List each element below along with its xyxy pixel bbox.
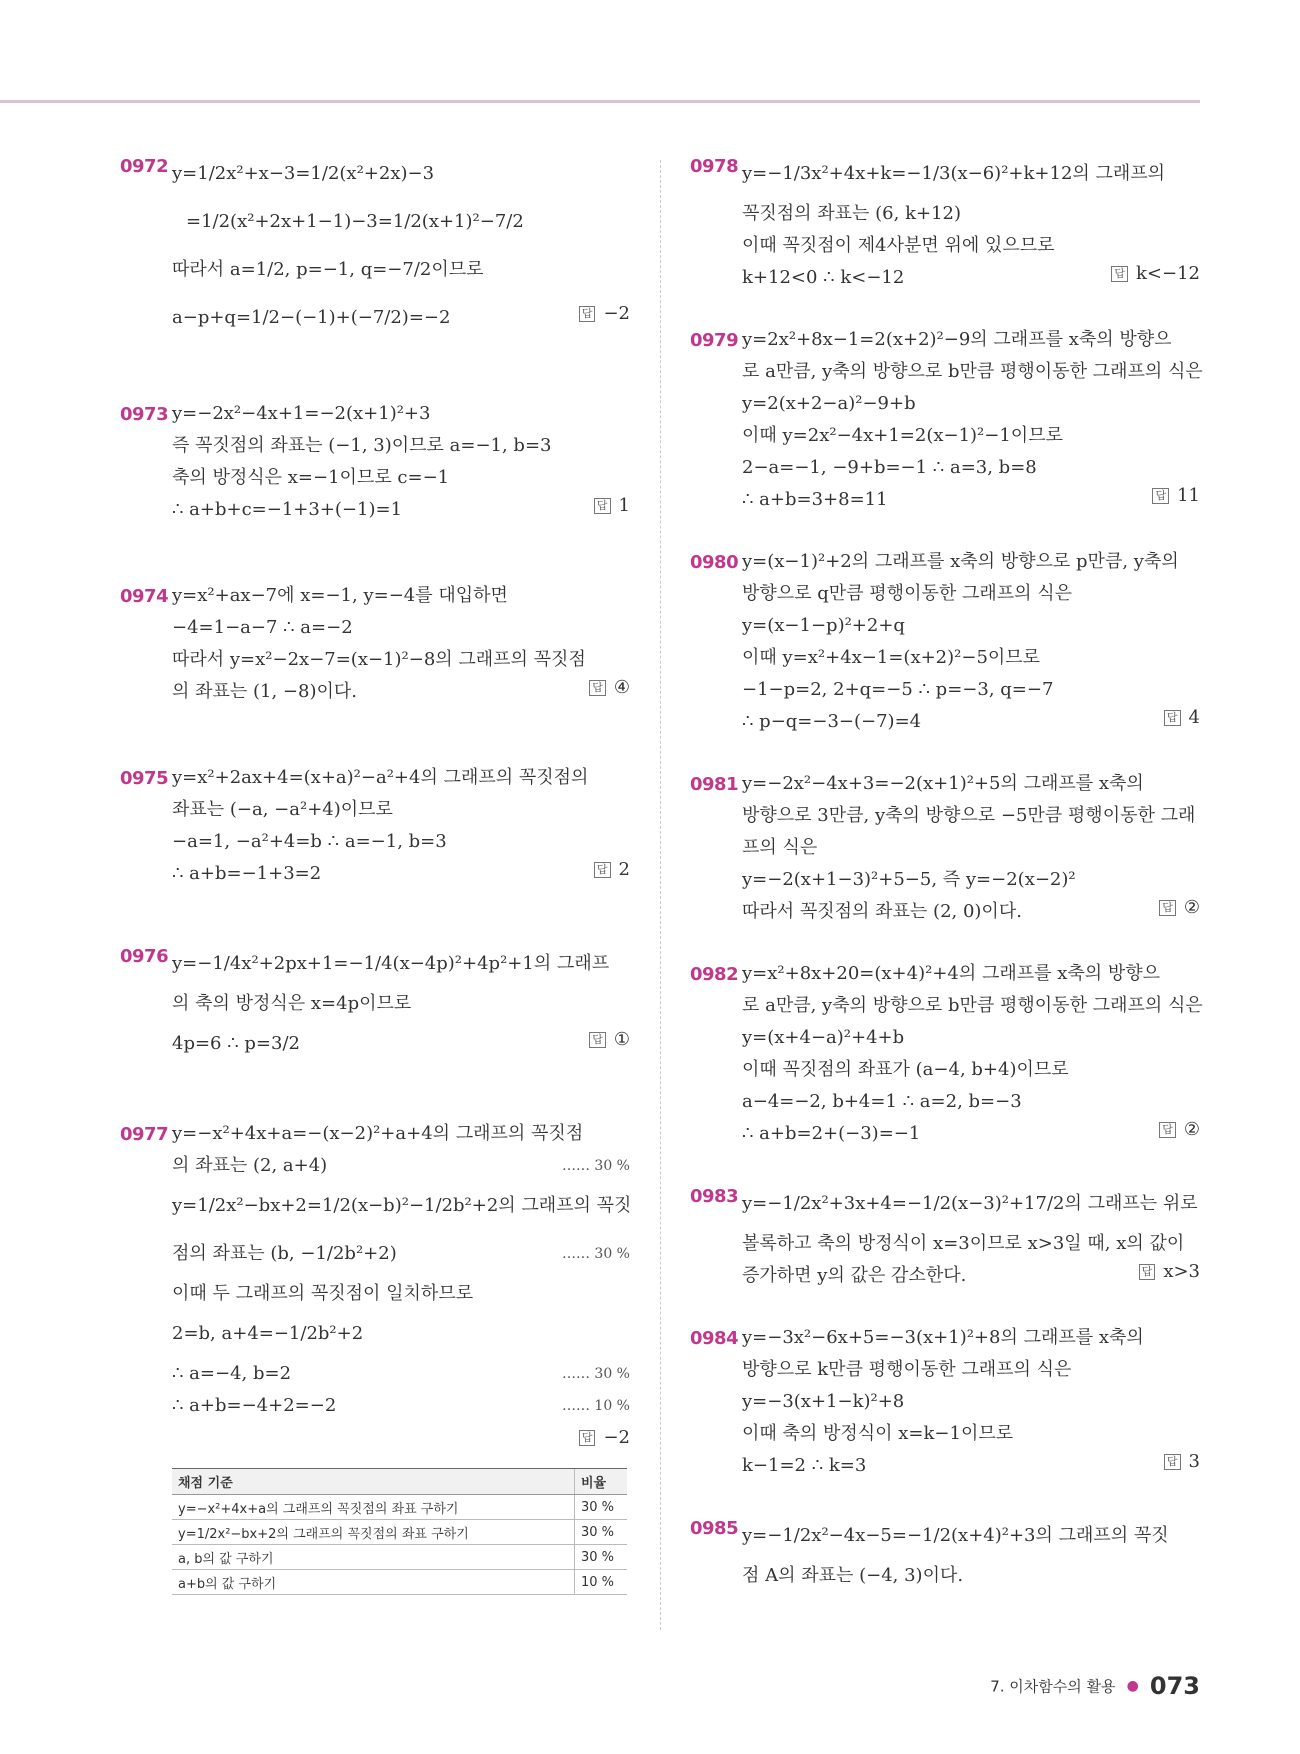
solution-line: ∴ p−q=−3−(−7)=4 (742, 711, 922, 732)
table-row: y=−x²+4x+a의 그래프의 꼭짓점의 좌표 구하기 30 % (172, 1495, 627, 1520)
solution-line: 볼록하고 축의 방정식이 x=3이므로 x>3일 때, x의 값이 (742, 1233, 1185, 1254)
problem-number: 0976 (120, 946, 169, 967)
answer-label: 답 (594, 498, 611, 514)
solution-line: y=−1/2x²+3x+4=−1/2(x−3)²+17/2의 그래프는 위로 (742, 1193, 1198, 1214)
answer-label: 답 (589, 680, 606, 696)
score-note: …… 30 % (561, 1158, 630, 1174)
top-rule (0, 100, 1200, 103)
right-column (690, 150, 1203, 1592)
problem-number: 0972 (120, 156, 169, 177)
solution-line: y=−2(x+1−3)²+5−5, 즉 y=−2(x−2)² (742, 869, 1076, 890)
solution-line: ∴ a=−4, b=2 …… 30 % (172, 1358, 630, 1390)
solution-line: 꼭짓점의 좌표는 (6, k+12) (742, 203, 961, 224)
answer (1111, 258, 1200, 290)
solution-line: ∴ a+b+c=−1+3+(−1)=1 (172, 499, 403, 520)
solution-line: 4p=6 ∴ p=3/2 (172, 1033, 300, 1054)
solution-line: 로 a만큼, y축의 방향으로 b만큼 평행이동한 그래프의 식은 (742, 995, 1203, 1016)
answer-label: 답 (1164, 1454, 1181, 1470)
solution-line: =1/2(x²+2x+1−1)−3=1/2(x+1)²−7/2 (186, 211, 524, 232)
solution-line: 축의 방정식은 x=−1이므로 c=−1 (172, 467, 450, 488)
solution-line: y=(x+4−a)²+4+b (742, 1027, 905, 1048)
problem-0985 (690, 1512, 1200, 1592)
solution-line: y=−3(x+1−k)²+8 (742, 1391, 905, 1412)
score-note: …… 10 % (561, 1398, 630, 1414)
solution-line: ∴ a+b=3+8=11 (742, 489, 888, 510)
problem-number: 0973 (120, 404, 169, 425)
answer (579, 290, 630, 338)
answer (594, 854, 630, 886)
problem-0982 (690, 958, 1203, 1150)
problem-number: 0983 (690, 1186, 739, 1207)
solution-line: 따라서 a=1/2, p=−1, q=−7/2이므로 (172, 259, 484, 280)
solution-line: 따라서 꼭짓점의 좌표는 (2, 0)이다. (742, 901, 1022, 922)
answer-value: −2 (603, 303, 630, 324)
answer-value: −2 (603, 1427, 630, 1448)
answer-value: 2 (618, 859, 630, 880)
problem-number: 0978 (690, 156, 739, 177)
solution-line: 로 a만큼, y축의 방향으로 b만큼 평행이동한 그래프의 식은 (742, 361, 1203, 382)
table-row: a, b의 값 구하기 30 % (172, 1545, 627, 1570)
answer-label: 답 (1159, 900, 1176, 916)
problem-number: 0975 (120, 768, 169, 789)
answer-value: k<−12 (1136, 263, 1200, 284)
answer (589, 1016, 630, 1064)
answer-value: ④ (613, 677, 630, 698)
chapter-title: 7. 이차함수의 활용 (990, 1677, 1116, 1696)
problem-0974 (120, 580, 630, 708)
problem-0983 (690, 1180, 1200, 1292)
answer (1139, 1256, 1200, 1288)
solution-line: y=x²+ax−7에 x=−1, y=−4를 대입하면 (172, 585, 508, 606)
answer (172, 1422, 630, 1454)
solution-line: y=2x²+8x−1=2(x+2)²−9의 그래프를 x축의 방향으 (742, 329, 1172, 350)
problem-number: 0984 (690, 1328, 739, 1349)
answer-label: 답 (579, 1430, 596, 1446)
criteria-header: 채점 기준 (172, 1469, 575, 1495)
answer (589, 672, 630, 704)
answer (1159, 892, 1200, 924)
answer-value: 1 (618, 495, 630, 516)
problem-0976 (120, 940, 630, 1068)
problem-number: 0979 (690, 330, 739, 351)
solution-line: 의 좌표는 (1, −8)이다. (172, 681, 357, 702)
answer-value: x>3 (1163, 1261, 1200, 1282)
answer-value: ② (1183, 1119, 1200, 1140)
answer (594, 490, 630, 522)
solution-line: ∴ a+b=2+(−3)=−1 (742, 1123, 921, 1144)
answer-label: 답 (594, 862, 611, 878)
answer-value: 3 (1188, 1451, 1200, 1472)
solution-line: 2=b, a+4=−1/2b²+2 (172, 1323, 364, 1344)
table-row: y=1/2x²−bx+2의 그래프의 꼭짓점의 좌표 구하기 30 % (172, 1520, 627, 1545)
answer (1164, 702, 1200, 734)
solution-line: 이때 두 그래프의 꼭짓점이 일치하므로 (172, 1283, 474, 1304)
answer-label: 답 (1152, 488, 1169, 504)
problem-number: 0980 (690, 552, 739, 573)
problem-number: 0977 (120, 1124, 169, 1145)
problem-number: 0981 (690, 774, 739, 795)
solution-line: y=−1/3x²+4x+k=−1/3(x−6)²+k+12의 그래프의 (742, 163, 1166, 184)
solution-line: y=−1/4x²+2px+1=−1/4(x−4p)²+4p²+1의 그래프 (172, 953, 610, 974)
answer-label: 답 (589, 1032, 606, 1048)
answer-label: 답 (579, 306, 596, 322)
solution-line: 이때 y=x²+4x−1=(x+2)²−5이므로 (742, 647, 1041, 668)
solution-line: 증가하면 y의 값은 감소한다. (742, 1265, 967, 1286)
problem-0984 (690, 1322, 1200, 1482)
solution-line: y=2(x+2−a)²−9+b (742, 393, 916, 414)
solution-line: 따라서 y=x²−2x−7=(x−1)²−8의 그래프의 꼭짓점 (172, 649, 586, 670)
problem-0979 (690, 324, 1203, 516)
problem-0973 (120, 398, 630, 526)
solution-line: 2−a=−1, −9+b=−1 ∴ a=3, b=8 (742, 457, 1037, 478)
left-column (120, 150, 630, 1595)
problem-0978 (690, 150, 1200, 294)
answer-value: ② (1183, 897, 1200, 918)
solution-line: a−4=−2, b+4=1 ∴ a=2, b=−3 (742, 1091, 1022, 1112)
solution-line: 이때 y=2x²−4x+1=2(x−1)²−1이므로 (742, 425, 1063, 446)
solution-line: 방향으로 q만큼 평행이동한 그래프의 식은 (742, 583, 1073, 604)
answer-label: 답 (1139, 1264, 1156, 1280)
answer (1159, 1114, 1200, 1146)
solution-line: y=x²+8x+20=(x+4)²+4의 그래프를 x축의 방향으 (742, 963, 1161, 984)
solution-line: ∴ a+b=−1+3=2 (172, 863, 322, 884)
solution-line: 이때 꼭짓점이 제4사분면 위에 있으므로 (742, 235, 1055, 256)
solution-line: 좌표는 (−a, −a²+4)이므로 (172, 799, 393, 820)
table-row: a+b의 값 구하기 10 % (172, 1570, 627, 1595)
answer-label: 답 (1164, 710, 1181, 726)
answer-value: 4 (1188, 707, 1200, 728)
solution-line: 의 좌표는 (2, a+4) …… 30 % (172, 1150, 630, 1182)
solution-line: k−1=2 ∴ k=3 (742, 1455, 867, 1476)
answer-value: 11 (1177, 485, 1200, 506)
solution-line: y=1/2x²−bx+2=1/2(x−b)²−1/2b²+2의 그래프의 꼭짓 (172, 1195, 632, 1216)
solution-line: 이때 꼭짓점의 좌표가 (a−4, b+4)이므로 (742, 1059, 1069, 1080)
solution-line: 프의 식은 (742, 837, 818, 858)
answer (1152, 480, 1200, 512)
problem-number: 0985 (690, 1518, 739, 1539)
problem-0975 (120, 762, 630, 890)
solution-line: 이때 축의 방정식이 x=k−1이므로 (742, 1423, 1014, 1444)
page-number: 073 (1149, 1672, 1200, 1700)
solution-line: y=−2x²−4x+3=−2(x+1)²+5의 그래프를 x축의 (742, 773, 1144, 794)
problem-0980 (690, 546, 1200, 738)
solution-line: y=(x−1−p)²+2+q (742, 615, 905, 636)
answer-value: ① (613, 1029, 630, 1050)
scoring-criteria-table (172, 1468, 627, 1595)
solution-line: y=−1/2x²−4x−5=−1/2(x+4)²+3의 그래프의 꼭짓 (742, 1525, 1169, 1546)
solution-line: y=x²+2ax+4=(x+a)²−a²+4의 그래프의 꼭짓점의 (172, 767, 589, 788)
answer-label: 답 (1159, 1122, 1176, 1138)
solution-line: y=−2x²−4x+1=−2(x+1)²+3 (172, 403, 431, 424)
solution-line: 점 A의 좌표는 (−4, 3)이다. (742, 1565, 964, 1586)
solution-line: −1−p=2, 2+q=−5 ∴ p=−3, q=−7 (742, 679, 1054, 700)
solution-line: 방향으로 3만큼, y축의 방향으로 −5만큼 평행이동한 그래 (742, 805, 1196, 826)
score-note: …… 30 % (561, 1246, 630, 1262)
answer-label: 답 (1111, 266, 1128, 282)
solution-line: 점의 좌표는 (b, −1/2b²+2) …… 30 % (172, 1230, 630, 1278)
solution-line: y=−x²+4x+a=−(x−2)²+a+4의 그래프의 꼭짓점 (172, 1123, 584, 1144)
problem-0972 (120, 150, 630, 342)
problem-number: 0974 (120, 586, 169, 607)
solution-line: k+12<0 ∴ k<−12 (742, 267, 905, 288)
page-footer (990, 1672, 1200, 1700)
ratio-header: 비율 (575, 1469, 628, 1495)
column-divider (660, 160, 661, 1630)
table-header-row (172, 1469, 627, 1495)
score-note: …… 30 % (561, 1366, 630, 1382)
solution-line: −4=1−a−7 ∴ a=−2 (172, 617, 353, 638)
problem-0981 (690, 768, 1200, 928)
solution-line: 의 축의 방정식은 x=4p이므로 (172, 993, 412, 1014)
problem-number: 0982 (690, 964, 739, 985)
solution-line: a−p+q=1/2−(−1)+(−7/2)=−2 (172, 307, 451, 328)
solution-line: ∴ a+b=−4+2=−2 …… 10 % (172, 1390, 630, 1422)
solution-line: 방향으로 k만큼 평행이동한 그래프의 식은 (742, 1359, 1072, 1380)
solution-line: 즉 꼭짓점의 좌표는 (−1, 3)이므로 a=−1, b=3 (172, 435, 552, 456)
answer (1164, 1446, 1200, 1478)
solution-line: y=1/2x²+x−3=1/2(x²+2x)−3 (172, 163, 435, 184)
solution-line: y=−3x²−6x+5=−3(x+1)²+8의 그래프를 x축의 (742, 1327, 1144, 1348)
bullet-icon: ● (1126, 1678, 1139, 1694)
solution-line: y=(x−1)²+2의 그래프를 x축의 방향으로 p만큼, y축의 (742, 551, 1179, 572)
solution-line: −a=1, −a²+4=b ∴ a=−1, b=3 (172, 831, 447, 852)
problem-0977 (120, 1118, 630, 1595)
